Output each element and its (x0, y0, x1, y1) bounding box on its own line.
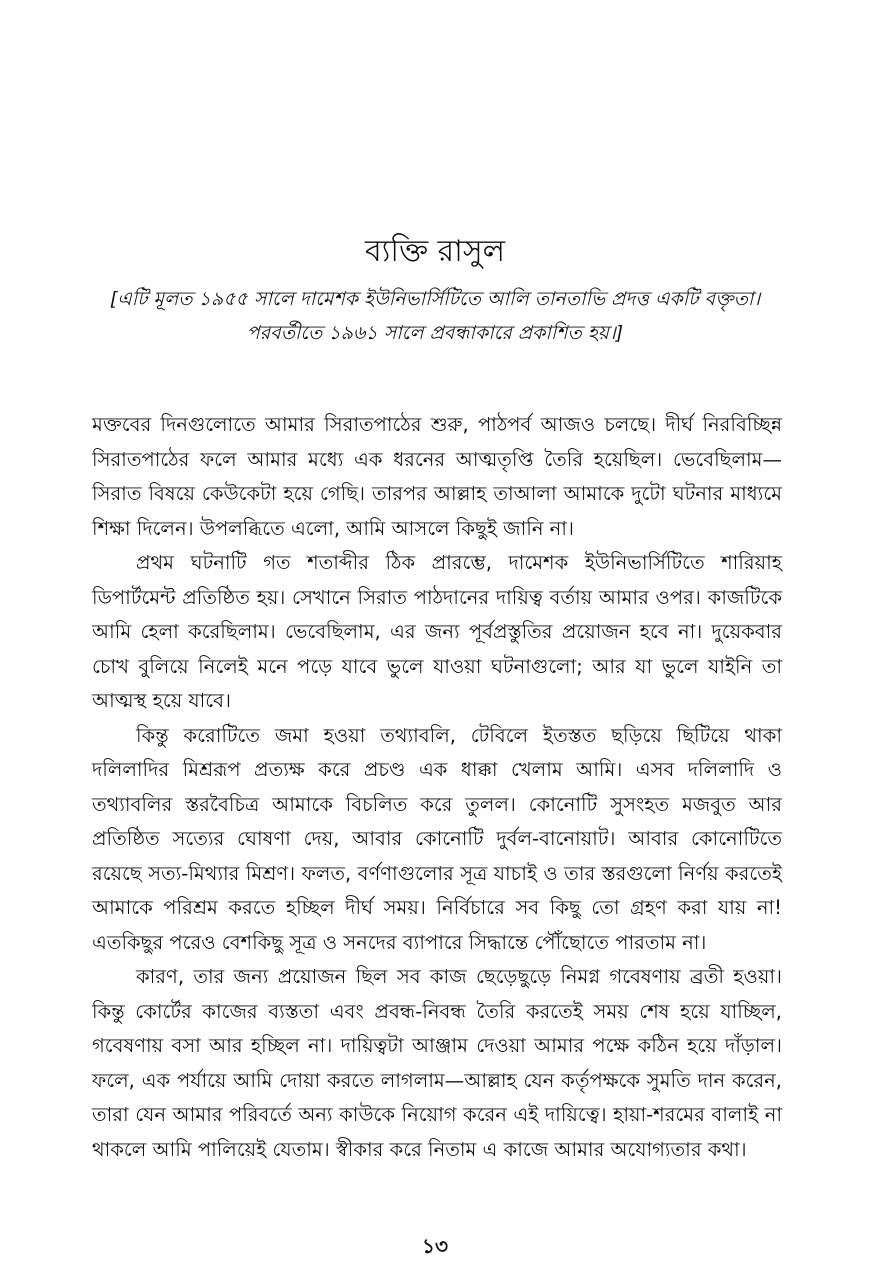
paragraph-4: কারণ, তার জন্য প্রয়োজন ছিল সব কাজ ছেড়েছুড়ে নিমগ্ন গবেষণায় ব্রতী হওয়া। কিন্তু কোর্টের কাজের ব্যস্ততা এবং প্রবন্ধ-নিবন্ধ তৈরি করতেই সময় শেষ হয়ে যাচ্ছিল, গবেষণায় বসা আর হচ্ছিল না। দায়িত্বটা আঞ্জাম দেওয়া আমার পক্ষে কঠিন হয়ে দাঁড়াল। ফলে, এক পর্যায়ে আমি দোয়া করতে লাগলাম—আল্লাহ যেন কর্তৃপক্ষকে সুমতি দান করেন, তারা যেন আমার পরিবর্তে অন্য কাউকে নিয়োগ করেন এই দায়িত্বে। হায়া-শরমের বালাই না থাকলে আমি পালিয়েই যেতাম। স্বীকার করে নিতাম এ কাজে আমার অযোগ্যতার কথা। (92, 965, 782, 1161)
chapter-note-line-2: পরবর্তীতে ১৯৬১ সালে প্রবন্ধাকারে প্রকাশিত হয়।] (246, 322, 624, 344)
chapter-title: ব্যক্তি রাসুল (364, 234, 506, 269)
page-number: ১৩ (422, 1234, 448, 1258)
chapter-note-line-1: [এটি মূলত ১৯৫৫ সালে দামেশক ইউনিভার্সিটিতে আলি তানতাভি প্রদত্ত একটি বক্তৃতা। (109, 288, 761, 310)
paragraph-2: প্রথম ঘটনাটি গত শতাব্দীর ঠিক প্রারম্ভে, দামেশক ইউনিভার্সিটিতে শারিয়াহ ডিপার্টমেন্ট প্রতিষ্ঠিত হয়। সেখানে সিরাত পাঠদানের দায়িত্ব বর্তায় আমার ওপর। কাজটিকে আমি হেলা করেছিলাম। ভেবেছিলাম, এর জন্য পূর্বপ্রস্তুতির প্রয়োজন হবে না। দুয়েকবার চোখ বুলিয়ে নিলেই মনে পড়ে যাবে ভুলে যাওয়া ঘটনাগুলো; আর যা ভুলে যাইনি তা আত্মস্থ হয়ে যাবে। (92, 551, 782, 712)
paragraph-3: কিন্তু করোটিতে জমা হওয়া তথ্যাবলি, টেবিলে ইতস্তত ছড়িয়ে ছিটিয়ে থাকা দলিলাদির মিশ্ররূপ প্রত্যক্ষ করে প্রচণ্ড এক ধাক্কা খেলাম আমি। এসব দলিলাদি ও তথ্যাবলির স্তরবৈচিত্র আমাকে বিচলিত করে তুলল। কোনোটি সুসংহত মজবুত আর প্রতিষ্ঠিত সত্যের ঘোষণা দেয়, আবার কোনোটি দুর্বল-বানোয়াট। আবার কোনোটিতে রয়েছে সত্য-মিথ্যার মিশ্রণ। ফলত, বর্ণণাগুলোর সূত্র যাচাই ও তার স্তরগুলো নির্ণয় করতেই আমাকে পরিশ্রম করতে হচ্ছিল দীর্ঘ সময়। নির্বিচারে সব কিছু তো গ্রহণ করা যায় না! এতকিছুর পরেও বেশকিছু সূত্র ও সনদের ব্যাপারে সিদ্ধান্তে পৌঁছোতে পারতাম না। (92, 723, 782, 954)
chapter-note (60, 282, 810, 350)
paragraph-1: মক্তবের দিনগুলোতে আমার সিরাতপাঠের শুরু, পাঠপর্ব আজও চলছে। দীর্ঘ নিরবিচ্ছিন্ন সিরাতপাঠের ফলে আমার মধ্যে এক ধরনের আত্মতৃপ্তি তৈরি হয়েছিল। ভেবেছিলাম—সিরাত বিষয়ে কেউকেটা হয়ে গেছি। তারপর আল্লাহ তাআলা আমাকে দুটো ঘটনার মাধ্যমে শিক্ষা দিলেন। উপলব্ধিতে এলো, আমি আসলে কিছুই জানি না। (92, 413, 782, 540)
body-text (92, 408, 782, 1167)
